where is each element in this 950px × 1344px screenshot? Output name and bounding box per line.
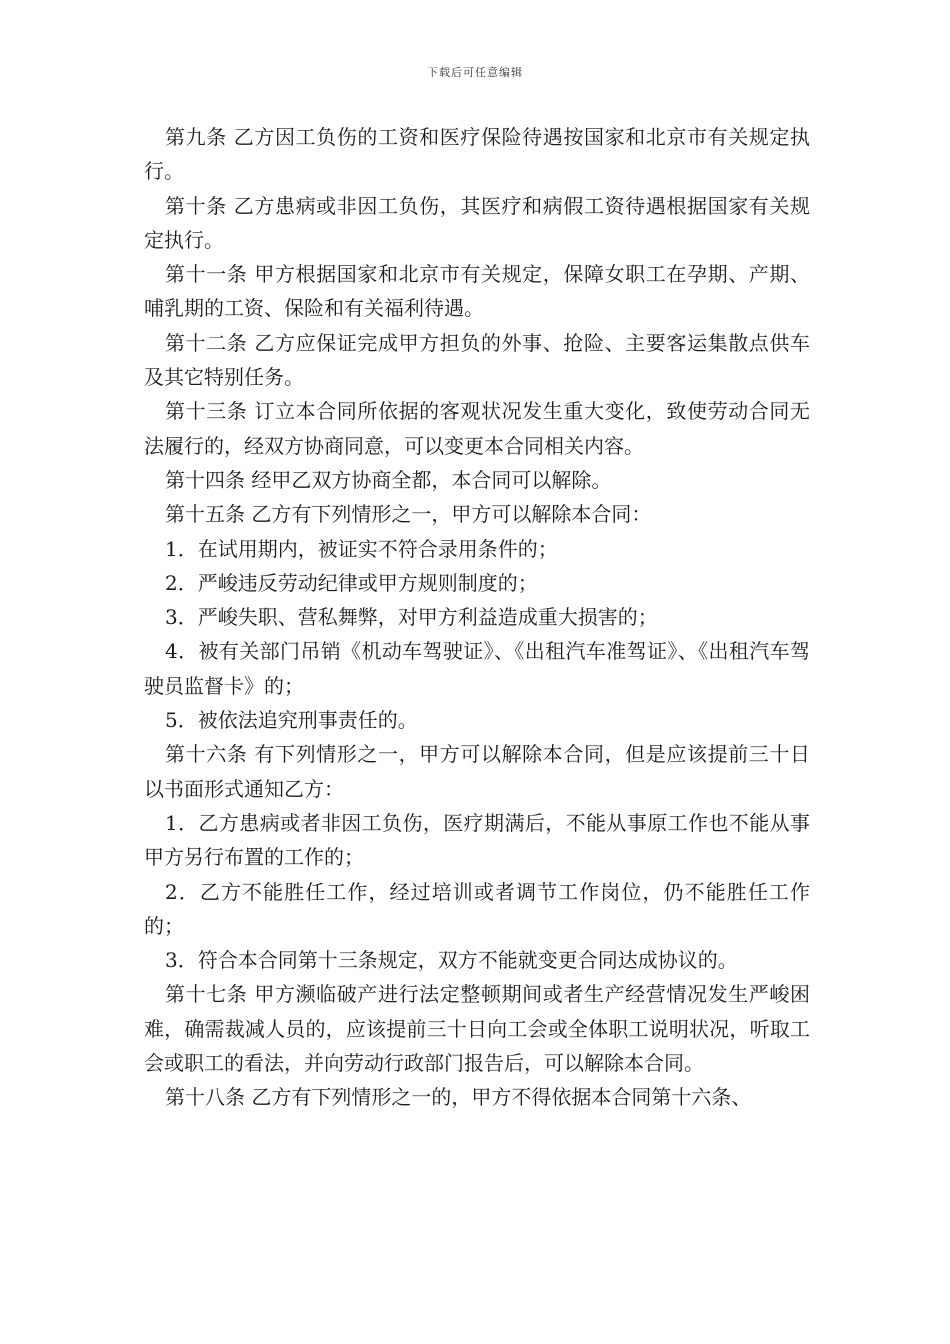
article-15-item-4: 4．被有关部门吊销《机动车驾驶证》、《出租汽车准驾证》、《出租汽车驾驶员监督卡》的； (144, 639, 810, 698)
document-body (144, 120, 810, 1115)
article-15-item-3: 3．严峻失职、营私舞弊，对甲方利益造成重大损害的； (165, 605, 658, 630)
article-16: 第十六条 有下列情形之一，甲方可以解除本合同，但是应该提前三十日以书面形式通知乙方： (144, 742, 810, 801)
article-14: 第十四条 经甲乙双方协商全都，本合同可以解除。 (165, 467, 612, 492)
article-16-item-1: 1．乙方患病或者非因工负伤，医疗期满后，不能从事原工作也不能从事甲方另行布置的工作的； (144, 810, 810, 870)
page-header-note: 下载后可任意编辑 (427, 66, 523, 79)
article-15-item-1: 1．在试用期内，被证实不符合录用条件的； (165, 536, 558, 561)
article-18: 第十八条 乙方有下列情形之一的，甲方不得依据本合同第十六条、 (165, 1085, 752, 1110)
article-10: 第十条 乙方患病或非因工负伤，其医疗和病假工资待遇根据国家有关规定执行。 (144, 193, 810, 252)
article-13: 第十三条 订立本合同所依据的客观状况发生重大变化，致使劳动合同无法履行的，经双方协商同意，可以变更本合同相关内容。 (144, 399, 810, 458)
article-11: 第十一条 甲方根据国家和北京市有关规定，保障女职工在孕期、产期、哺乳期的工资、保险和有关福利待遇。 (144, 262, 810, 321)
article-15-item-5: 5．被依法追究刑事责任的。 (165, 708, 418, 733)
article-12: 第十二条 乙方应保证完成甲方担负的外事、抢险、主要客运集散点供车及其它特别任务。 (144, 330, 810, 390)
article-16-item-3: 3．符合本合同第十三条规定，双方不能就变更合同达成协议的。 (165, 948, 738, 973)
article-9: 第九条 乙方因工负伤的工资和医疗保险待遇按国家和北京市有关规定执行。 (144, 125, 810, 184)
article-17: 第十七条 甲方濒临破产进行法定整顿期间或者生产经营情况发生严峻困难，确需裁减人员的，应该提前三十日向工会或全体职工说明状况，听取工会或职工的看法，并向劳动行政部门报告后，可以解除本合同。 (144, 982, 810, 1076)
article-15-item-2: 2．严峻违反劳动纪律或甲方规则制度的； (165, 570, 538, 595)
article-15: 第十五条 乙方有下列情形之一，甲方可以解除本合同： (165, 502, 652, 527)
article-16-item-2: 2．乙方不能胜任工作，经过培训或者调节工作岗位，仍不能胜任工作的； (144, 879, 810, 938)
